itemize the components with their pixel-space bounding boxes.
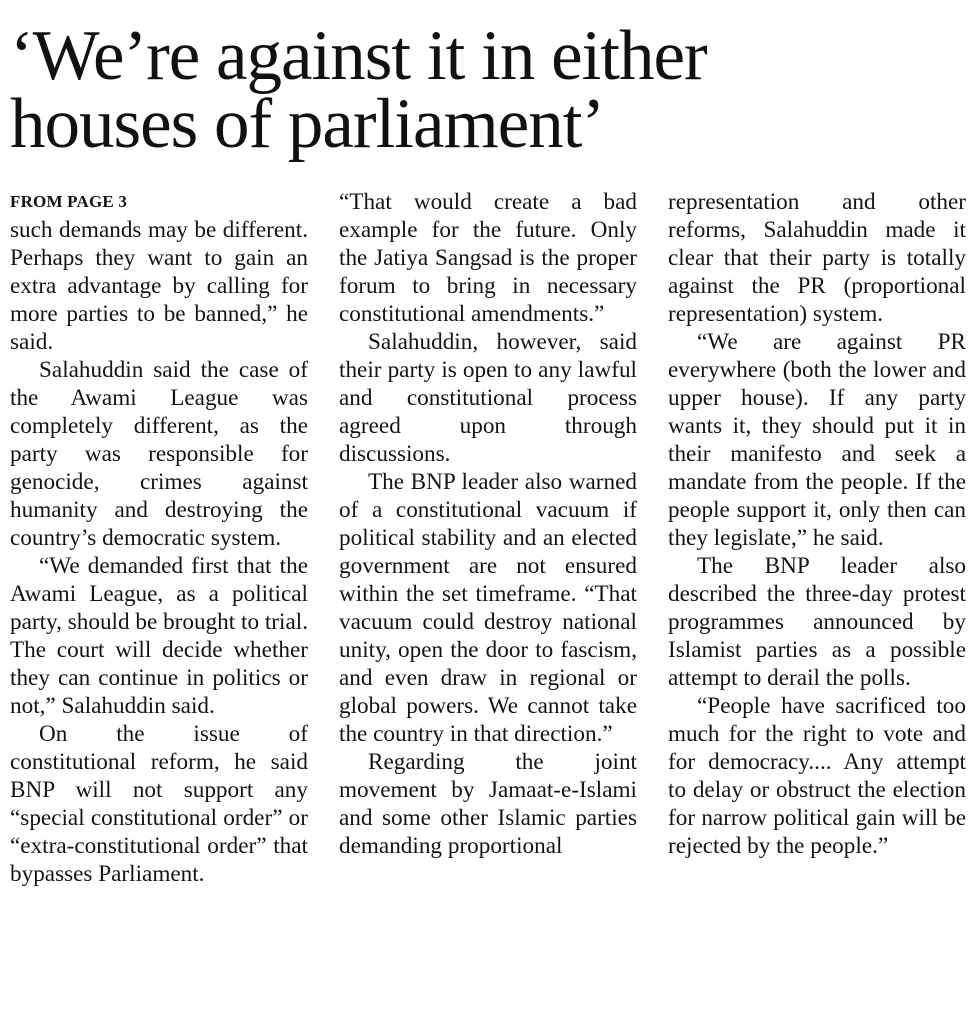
paragraph: On the issue of constitutional reform, he said BNP will not support any “special constitutional order” or “extra-constitutional order” that bypasses Parliament. — [10, 721, 308, 887]
article-column-1 — [10, 188, 308, 888]
paragraph: The BNP leader also described the three-day protest programmes announced by Islamist parties as a possible attempt to derail the polls. — [668, 553, 966, 691]
paragraph: Salahuddin said the case of the Awami League was completely different, as the party was responsible for genocide, crimes against humanity and destroying the country’s democratic system. — [10, 357, 308, 551]
paragraph: Salahuddin, however, said their party is open to any lawful and constitutional process agreed upon through discussions. — [339, 329, 637, 467]
paragraph: “That would create a bad example for the future. Only the Jatiya Sangsad is the proper forum to bring in necessary constitutional amendments.” — [339, 189, 637, 327]
paragraph: The BNP leader also warned of a constitutional vacuum if political stability and an elected government are not ensured within the set timeframe. “That vacuum could destroy national unity, open the door to fascism, and even draw in regional or global powers. We cannot take the country in that direction.” — [339, 469, 637, 747]
headline — [10, 17, 970, 163]
jump-label: FROM PAGE 3 — [10, 192, 128, 211]
paragraph: Regarding the joint movement by Jamaat-e-Islami and some other Islamic parties demanding proportional — [339, 749, 637, 859]
paragraph: such demands may be different. Perhaps they want to gain an extra advantage by calling for more parties to be banned,” he said. — [10, 217, 308, 355]
headline-line-1: ‘We’re against it in either — [10, 17, 707, 95]
headline-line-2: houses of parliament’ — [10, 85, 605, 163]
article-column-2 — [339, 188, 637, 860]
paragraph: representation and other reforms, Salahuddin made it clear that their party is totally against the PR (proportional representation) system. — [668, 189, 966, 327]
article-column-3 — [668, 188, 966, 860]
paragraph: “We are against PR everywhere (both the lower and upper house). If any party wants it, they should put it in their manifesto and seek a mandate from the people. If the people support it, only then can they legislate,” he said. — [668, 329, 966, 551]
paragraph: “People have sacrificed too much for the right to vote and for democracy.... Any attempt to delay or obstruct the election for narrow political gain will be rejected by the people.” — [668, 693, 966, 859]
paragraph: “We demanded first that the Awami League, as a political party, should be brought to trial. The court will decide whether they can continue in politics or not,” Salahuddin said. — [10, 553, 308, 719]
